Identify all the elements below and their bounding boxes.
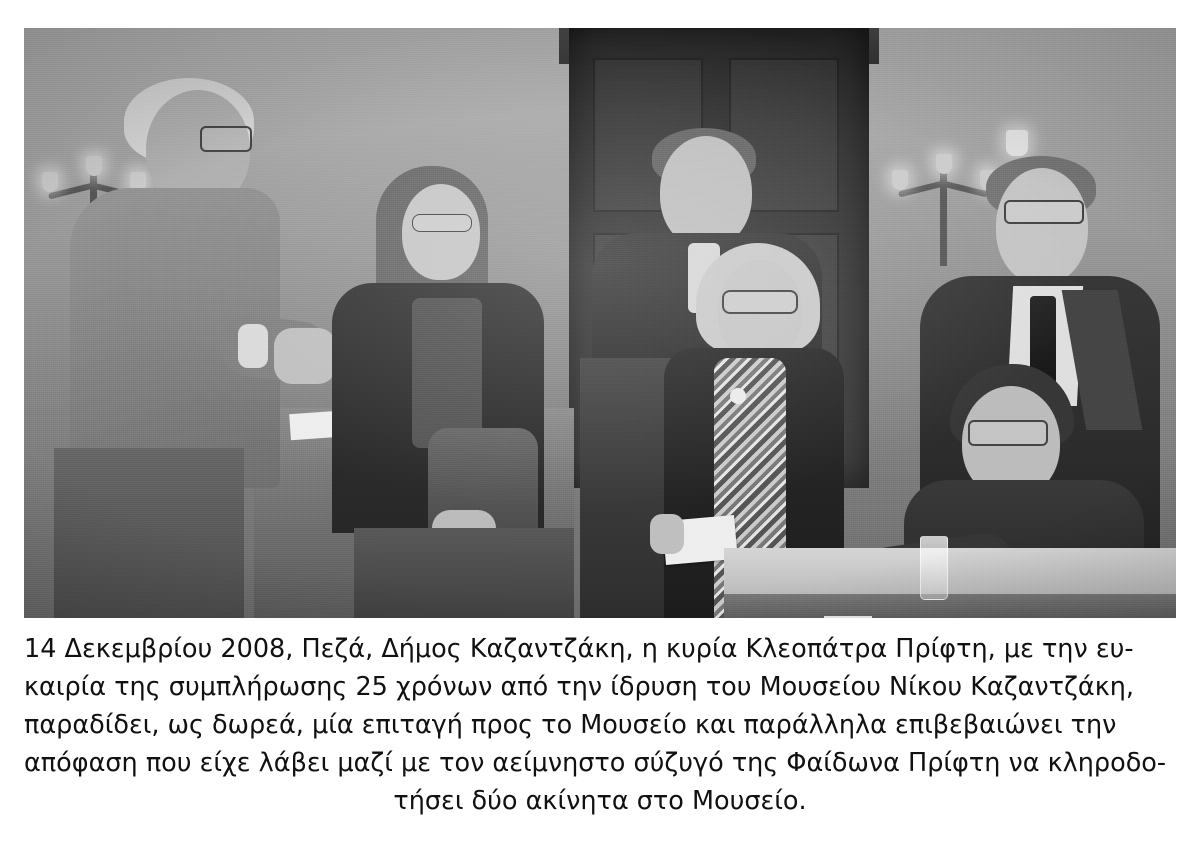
photo-caption (24, 630, 1176, 820)
photo-grain (24, 28, 1176, 618)
caption-line-3: παραδίδει, ως δωρεά, μία επιταγή προς το Μουσείο και παράλληλα επιβεβαιώνει την (24, 710, 1117, 740)
caption-line-5: τήσει δύο ακίνητα στο Μουσείο. (393, 786, 807, 816)
caption-line-2: καιρία της συμπλήρωσης 25 χρόνων από την ίδρυση του Μουσείου Νίκου Καζαντζάκη, (24, 672, 1134, 702)
caption-line-1: 14 Δεκεμβρίου 2008, Πεζά, Δήμος Καζαντζάκη, η κυρία Κλεοπάτρα Πρίφτη, με την ευ- (24, 634, 1134, 664)
caption-line-4: απόφαση που είχε λάβει μαζί με τον αείμνηστο σύζυγό της Φαίδωνα Πρίφτη να κληροδο- (24, 748, 1167, 778)
photograph (24, 28, 1176, 618)
